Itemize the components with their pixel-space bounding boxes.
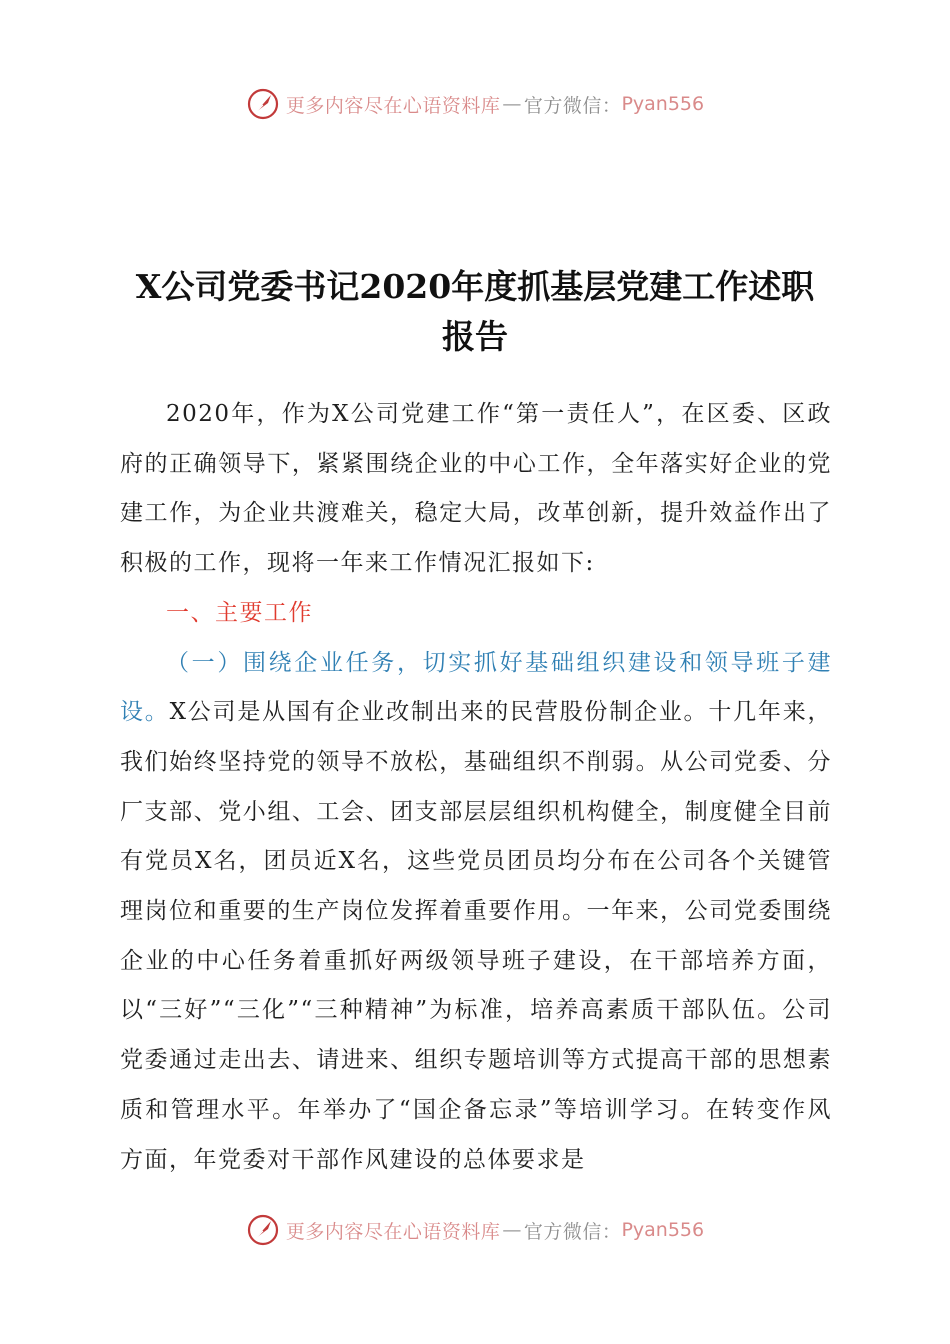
watermark-header	[0, 84, 950, 124]
subsection-heading-1: （一）围绕企业任务，切实抓好基础组织建设和领导班子建设。	[120, 649, 832, 726]
section-heading-main-work: 一、主要工作	[166, 599, 313, 626]
watermark-separator: —	[502, 1219, 522, 1241]
watermark-label: 官方微信：	[523, 1220, 622, 1243]
watermark-wechat-id: Pyan556	[621, 1219, 705, 1241]
quill-logo-icon	[246, 87, 280, 121]
document-title	[100, 262, 850, 362]
subsection-paragraph-1	[120, 639, 832, 1186]
watermark-footer	[0, 1210, 950, 1250]
title-line-2: 报告	[442, 317, 508, 356]
intro-paragraph: 2020年，作为X公司党建工作“第一责任人”，在区委、区政府的正确领导下，紧紧围绕企业的中心工作，全年落实好企业的党建工作，为企业共渡难关，稳定大局，改革创新，提升效益作出了积极的工作，现将一年来工作情况汇报如下:	[120, 401, 832, 577]
watermark-wechat-id: Pyan556	[621, 93, 705, 115]
watermark-separator: —	[502, 93, 522, 115]
document-body	[120, 390, 832, 1185]
watermark-label: 官方微信：	[523, 94, 622, 117]
quill-logo-icon	[246, 1213, 280, 1247]
watermark-prefix: 更多内容尽在心语资料库	[285, 94, 501, 117]
watermark-prefix: 更多内容尽在心语资料库	[285, 1220, 501, 1243]
subsection-body-1: X公司是从国有企业改制出来的民营股份制企业。十几年来，我们始终坚持党的领导不放松，基础组织不削弱。从公司党委、分厂支部、党小组、工会、团支部层层组织机构健全，制度健全目前有党员X名，团员近X名，这些党员团员均分布在公司各个关键管理岗位和重要的生产岗位发挥着重要作用。一年来，公司党委围绕企业的中心任务着重抓好两级领导班子建设，在干部培养方面，以“三好”“三化”“三种精神”为标准，培养高素质干部队伍。公司党委通过走出去、请进来、组织专题培训等方式提高干部的思想素质和管理水平。年举办了“国企备忘录”等培训学习。在转变作风方面，年党委对干部作风建设的总体要求是	[120, 699, 833, 1173]
title-line-1: X公司党委书记2020年度抓基层党建工作述职	[135, 267, 815, 306]
